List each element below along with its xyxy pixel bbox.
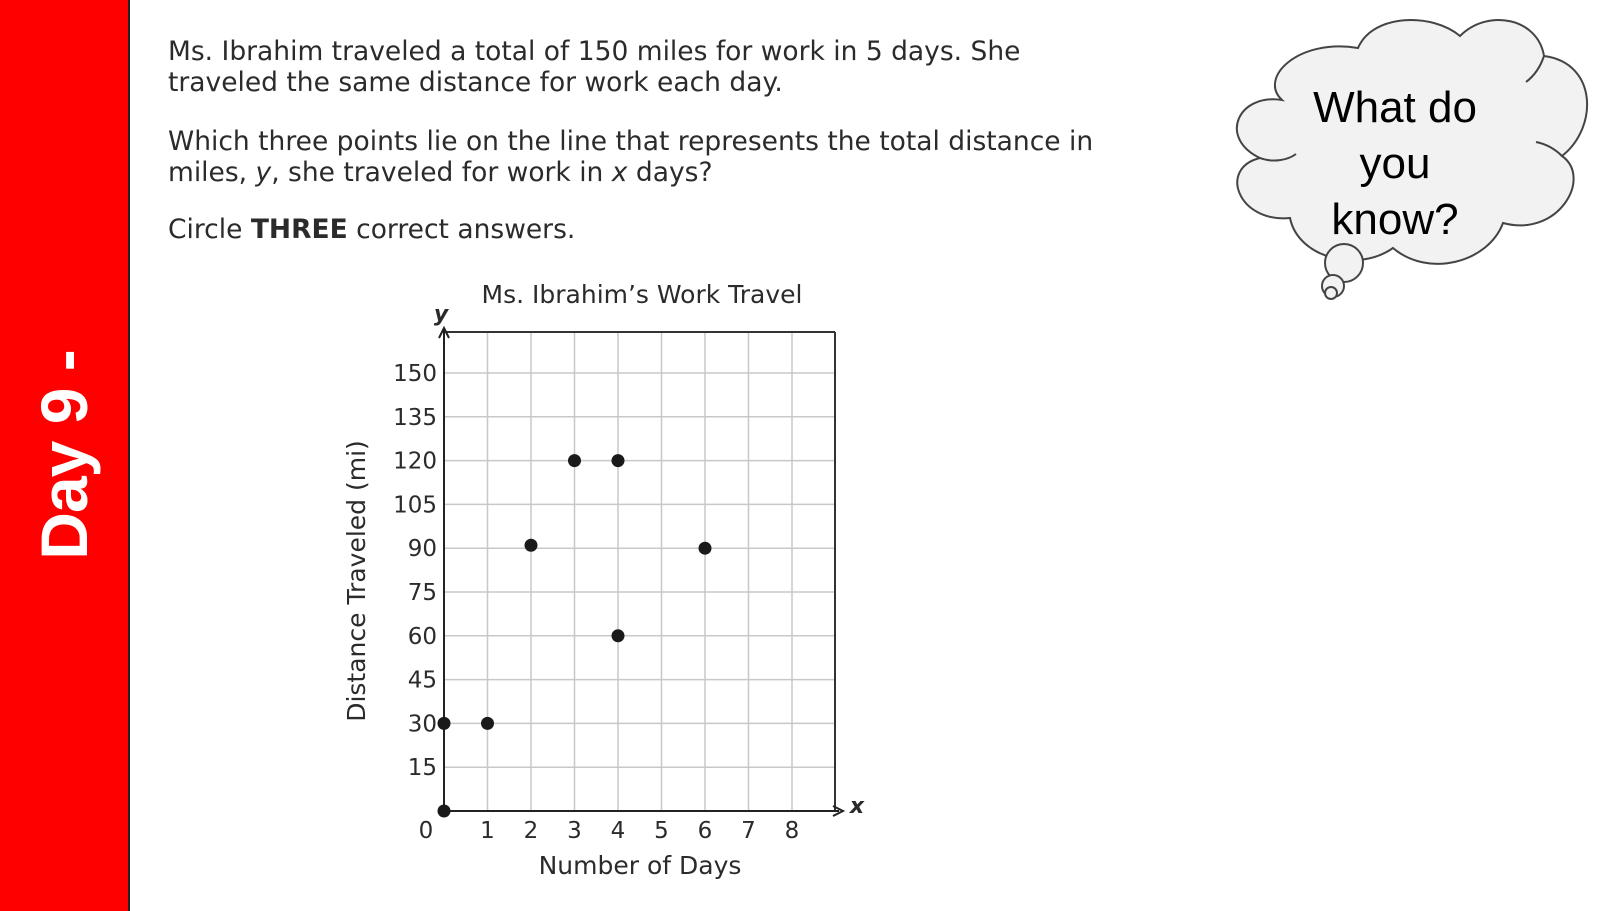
data-point bbox=[612, 629, 625, 642]
q2-var-y: y bbox=[255, 157, 272, 188]
y-axis-letter: y bbox=[433, 302, 449, 327]
q2-text-c: days? bbox=[627, 157, 713, 188]
q3-bold-three: THREE bbox=[250, 214, 348, 245]
thought-bubble-line-2: you know? bbox=[1331, 139, 1459, 244]
tick-labels bbox=[393, 361, 799, 844]
x-axis-letter: x bbox=[849, 794, 865, 819]
data-point bbox=[612, 454, 625, 467]
data-point bbox=[438, 805, 451, 818]
thought-bubble-text bbox=[1290, 80, 1500, 248]
question-paragraph-1: Ms. Ibrahim traveled a total of 150 miles for work in 5 days. She traveled the same distance for work each day. bbox=[168, 36, 1021, 98]
x-tick-label: 2 bbox=[523, 818, 539, 844]
x-tick-label: 6 bbox=[697, 818, 713, 844]
q2-text-a: Which three points lie on the line that represents the total distance in miles, bbox=[168, 126, 1094, 188]
q3-text-b: correct answers. bbox=[347, 214, 576, 245]
y-tick-label: 105 bbox=[393, 492, 437, 519]
x-tick-label: 8 bbox=[784, 818, 800, 844]
y-tick-label: 15 bbox=[407, 755, 437, 782]
y-tick-label: 120 bbox=[393, 448, 437, 475]
sidebar-title: Day 9 - bbox=[27, 350, 101, 560]
x-tick-label: 7 bbox=[741, 818, 756, 844]
grid-lines bbox=[444, 332, 835, 811]
x-tick-label: 0 bbox=[418, 818, 434, 844]
q2-var-x: x bbox=[611, 157, 628, 188]
y-axis-label: Distance Traveled (mi) bbox=[342, 440, 371, 722]
q3-text-a: Circle bbox=[168, 214, 251, 245]
x-tick-label: 4 bbox=[610, 818, 626, 844]
data-point bbox=[699, 542, 712, 555]
data-point bbox=[438, 717, 451, 730]
q2-text-b: , she traveled for work in bbox=[271, 157, 612, 188]
y-tick-label: 60 bbox=[407, 623, 437, 650]
x-tick-label: 5 bbox=[654, 818, 669, 844]
x-tick-label: 1 bbox=[480, 818, 495, 844]
axes bbox=[439, 328, 843, 816]
data-point bbox=[568, 454, 581, 467]
y-tick-label: 30 bbox=[407, 711, 437, 738]
thought-bubble-line-1: What do bbox=[1313, 83, 1477, 132]
chart-title: Ms. Ibrahim’s Work Travel bbox=[481, 280, 803, 309]
y-tick-label: 135 bbox=[393, 404, 437, 431]
data-point bbox=[525, 539, 538, 552]
x-tick-label: 3 bbox=[567, 818, 582, 844]
y-tick-label: 45 bbox=[407, 667, 437, 694]
y-tick-label: 75 bbox=[407, 580, 437, 606]
x-axis-label: Number of Days bbox=[538, 851, 742, 880]
data-point bbox=[481, 717, 494, 730]
y-tick-label: 90 bbox=[407, 536, 437, 563]
y-tick-label: 150 bbox=[393, 361, 437, 387]
